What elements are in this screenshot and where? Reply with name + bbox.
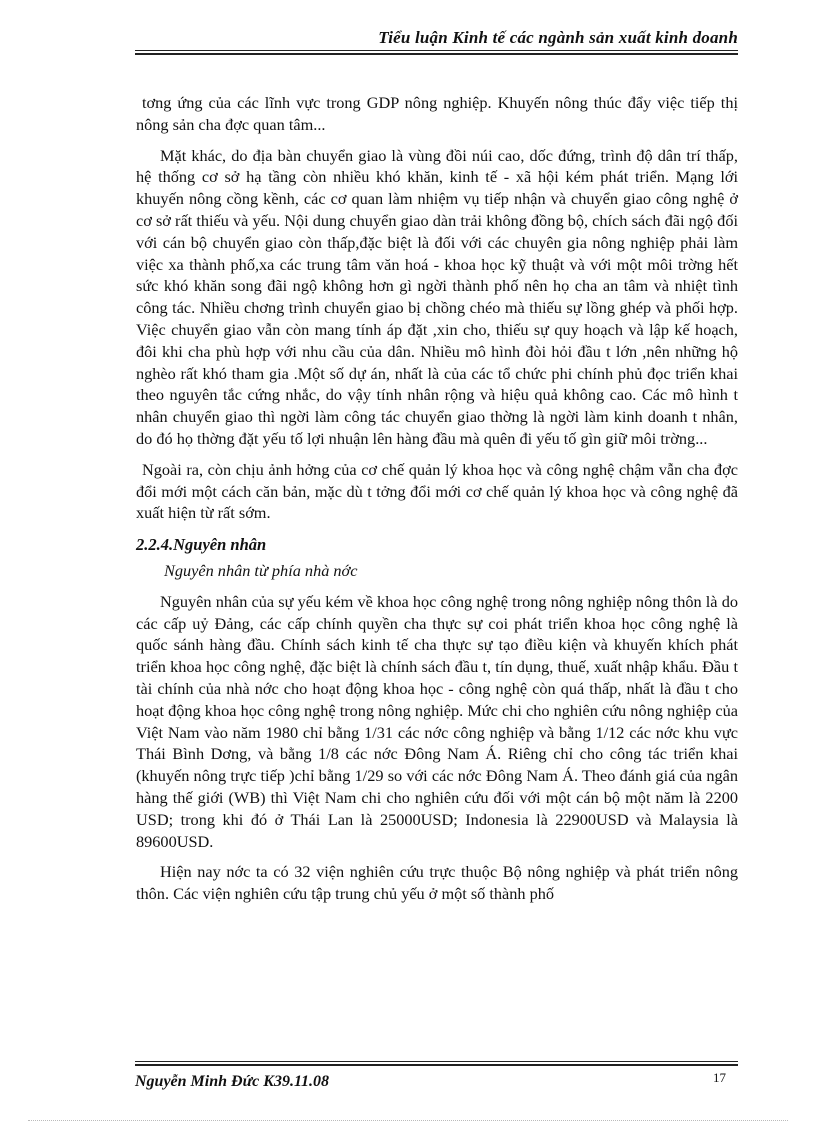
paragraph-4: Nguyên nhân của sự yếu kém về khoa học công nghệ trong nông nghiệp nông thôn là do các cấp uỷ Đảng, các cấp chính quyền cha thực sự coi phát triển khoa học công nghệ là quốc sánh hàng đầu. Chính sách kinh tế cha thực sự tạo điều kiện và khuyến khích phát triển khoa học công nghệ, đặc biệt là chính sách đầu t, tín dụng, thuế, xuất nhập khẩu. Đầu t tài chính của nhà nớc cho hoạt động khoa học - công nghệ còn quá thấp, nhất là đầu t cho hoạt động khoa học công nghệ trong nông nghiệp. Mức chi cho nghiên cứu nông nghiệp của Việt Nam vào năm 1980 chỉ bằng 1/31 các nớc công nghiệp và bằng 1/12 các nớc khu vực Thái Bình Dơng, và bằng 1/8 các nớc Đông Nam Á. Riêng chỉ cho công tác triển khai (khuyến nông trực tiếp )chỉ bằng 1/29 so với các nớc Đông Nam Á. Theo đánh giá của ngân hàng thế giới (WB) thì Việt Nam chi cho nghiên cứu đối với một cán bộ một năm là 2200 USD; trong khi đó ở Thái Lan là 25000USD; Indonesia là 22900USD và Malaysia là 89600USD. xyxy=(136,591,738,851)
section-subheading: Nguyên nhân từ phía nhà nớc xyxy=(164,560,358,580)
page-body xyxy=(136,92,738,905)
page-number: 17 xyxy=(713,1070,726,1085)
running-header-title: Tiểu luận Kinh tế các ngành sản xuất kinh doanh xyxy=(378,28,738,47)
header-rule-thick xyxy=(135,53,738,55)
section-heading: 2.2.4.Nguyên nhân xyxy=(136,535,267,555)
footer-rule-thick xyxy=(135,1064,738,1066)
footer-author: Nguyễn Minh Đức K39.11.08 xyxy=(135,1073,330,1090)
paragraph-1: tơng ứng của các lĩnh vực trong GDP nông nghiệp. Khuyến nông thúc đẩy việc tiếp thị nông sản cha đợc quan tâm... xyxy=(136,93,738,134)
header-rule-thin xyxy=(135,50,738,51)
paragraph-3: Ngoài ra, còn chịu ảnh hởng của cơ chế quản lý khoa học và công nghệ chậm vẫn cha đợc đổi mới một cách căn bản, mặc dù t tởng đổi mới cơ chế quản lý khoa học và công nghệ đã xuất hiện từ rất sớm. xyxy=(136,459,738,523)
paragraph-2: Mặt khác, do địa bàn chuyển giao là vùng đồi núi cao, dốc đứng, trình độ dân trí thấp, hệ thống cơ sở hạ tầng còn nhiều khó khăn, kinh tế - xã hội kém phát triển. Mạng lới khuyến nông cồng kềnh, các cơ quan làm nhiệm vụ tiếp nhận và chuyển giao công nghệ ở cơ sở rất thiếu và yếu. Nội dung chuyển giao dàn trải không đồng bộ, chích sách đãi ngộ đối với cán bộ chuyển giao còn thấp,đặc biệt là đối với các chuyên gia nông nghiệp phải làm việc xa thành phố,xa các trung tâm văn hoá - khoa học kỹ thuật và với một môi trờng hết sức khó khăn song đãi ngộ không hơn gì ngời thành phố nên họ cha an tâm và nhiệt tình công tác. Nhiều chơng trình chuyển giao bị chồng chéo mà thiếu sự lồng ghép và phối hợp. Việc chuyển giao vẫn còn mang tính áp đặt ,xin cho, thiếu sự quy hoạch và lập kế hoạch, đôi khi cha phù hợp với nhu cầu của dân. Nhiều mô hình đòi hỏi đầu t lớn ,nên những hộ nghèo rất khó tham gia .Một số dự án, nhất là của các tổ chức phi chính phủ đọc triển khai theo nguyên tắc cứng nhắc, do vậy tính nhân rộng và hiệu quả không cao. Các mô hình t nhân chuyển giao thì ngời làm công tác chuyển giao thờng là ngời làm kinh doanh t nhân, do đó họ thờng đặt yếu tố lợi nhuận lên hàng đầu mà quên đi yếu tố gìn giữ môi trờng... xyxy=(136,145,738,448)
footer-rule-thin xyxy=(135,1061,738,1062)
paragraph-5: Hiện nay nớc ta có 32 viện nghiên cứu trực thuộc Bộ nông nghiệp và phát triển nông thôn. Các viện nghiên cứu tập trung chủ yếu ở một số thành phố xyxy=(136,862,738,904)
bottom-dotted-border xyxy=(28,1120,788,1121)
